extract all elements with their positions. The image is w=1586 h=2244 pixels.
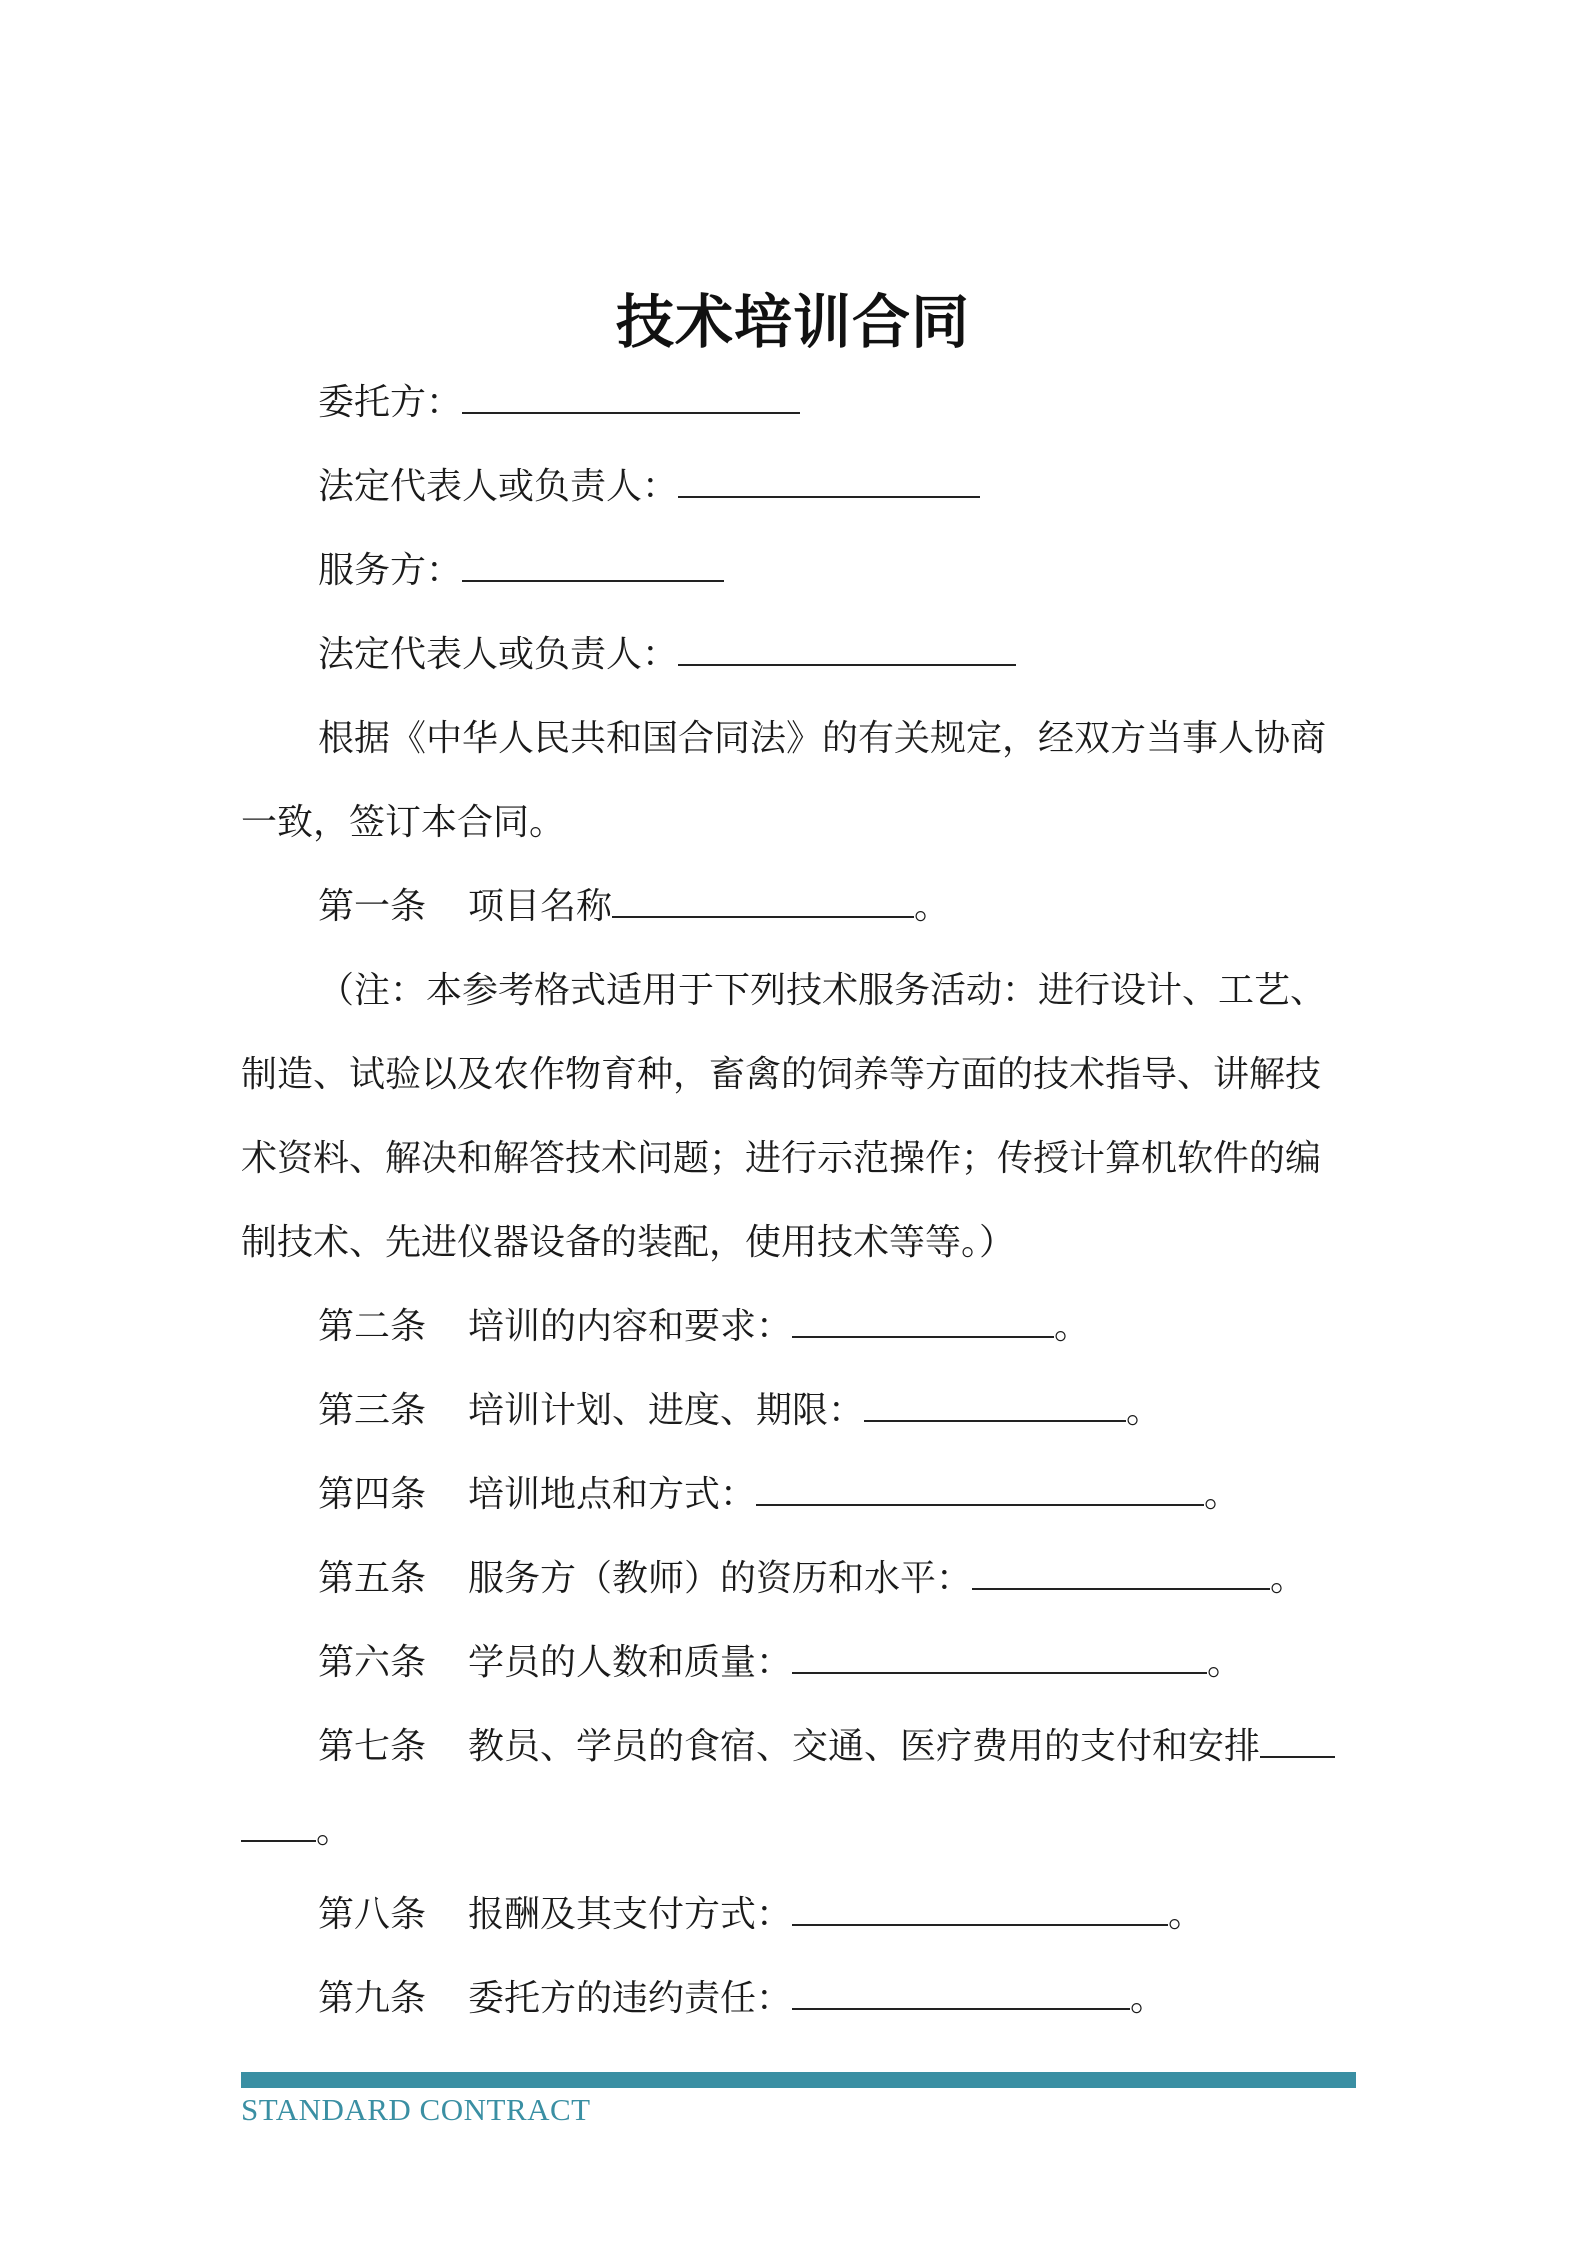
article-blank bbox=[792, 1638, 1207, 1674]
article-text: 服务方（教师）的资历和水平： bbox=[468, 1558, 973, 1599]
note-line-1: （注：本参考格式适用于下列技术服务活动：进行设计、工艺、 bbox=[318, 970, 1327, 1011]
article-5 bbox=[318, 1554, 1306, 1604]
article-blank bbox=[756, 1470, 1204, 1506]
article-number: 第八条 bbox=[318, 1894, 427, 1935]
article-number: 第三条 bbox=[318, 1390, 427, 1431]
preamble-line-2: 一致，签订本合同。 bbox=[241, 802, 566, 843]
article-end: 。 bbox=[914, 886, 951, 927]
footer-accent-bar bbox=[241, 2072, 1356, 2088]
article-text: 培训计划、进度、期限： bbox=[468, 1390, 865, 1431]
note-line-2: 制造、试验以及农作物育种，畜禽的饲养等方面的技术指导、讲解技 bbox=[241, 1054, 1322, 1095]
article-blank-continuation bbox=[241, 1806, 316, 1842]
client-representative-blank bbox=[678, 462, 980, 498]
client-blank bbox=[462, 378, 800, 414]
article-blank bbox=[792, 1974, 1130, 2010]
provider-line bbox=[318, 546, 724, 596]
article-2 bbox=[318, 1302, 1090, 1352]
article-end: 。 bbox=[1054, 1306, 1091, 1347]
article-9 bbox=[318, 1974, 1166, 2024]
client-representative-label: 法定代表人或负责人： bbox=[318, 466, 679, 507]
article-number: 第六条 bbox=[318, 1642, 427, 1683]
article-text: 报酬及其支付方式： bbox=[468, 1894, 793, 1935]
article-end: 。 bbox=[1126, 1390, 1163, 1431]
provider-representative-label: 法定代表人或负责人： bbox=[318, 634, 679, 675]
article-text: 教员、学员的食宿、交通、医疗费用的支付和安排 bbox=[468, 1726, 1261, 1767]
article-blank bbox=[1260, 1722, 1335, 1758]
preamble-line-1: 根据《中华人民共和国合同法》的有关规定，经双方当事人协商 bbox=[318, 718, 1327, 759]
article-text: 培训地点和方式： bbox=[468, 1474, 757, 1515]
article-text: 学员的人数和质量： bbox=[468, 1642, 793, 1683]
provider-label: 服务方： bbox=[318, 550, 463, 591]
document-title: 技术培训合同 bbox=[615, 288, 970, 356]
article-end: 。 bbox=[1168, 1894, 1205, 1935]
provider-blank bbox=[462, 546, 724, 582]
article-end: 。 bbox=[1130, 1978, 1167, 2019]
article-number: 第二条 bbox=[318, 1306, 427, 1347]
article-3 bbox=[318, 1386, 1162, 1436]
provider-representative-line bbox=[318, 630, 1016, 680]
article-1 bbox=[318, 882, 950, 932]
note-line-4: 制技术、先进仪器设备的装配，使用技术等等。） bbox=[241, 1222, 1016, 1263]
article-blank bbox=[612, 882, 914, 918]
article-8 bbox=[318, 1890, 1204, 1940]
article-text: 委托方的违约责任： bbox=[468, 1978, 793, 2019]
footer-label: STANDARD CONTRACT bbox=[241, 2092, 591, 2127]
article-number: 第一条 bbox=[318, 886, 427, 927]
client-line bbox=[318, 378, 800, 428]
provider-representative-blank bbox=[678, 630, 1016, 666]
note-line-3: 术资料、解决和解答技术问题；进行示范操作；传授计算机软件的编 bbox=[241, 1138, 1322, 1179]
article-end: 。 bbox=[1207, 1642, 1244, 1683]
article-number: 第四条 bbox=[318, 1474, 427, 1515]
article-end: 。 bbox=[1270, 1558, 1307, 1599]
article-text: 培训的内容和要求： bbox=[468, 1306, 793, 1347]
client-representative-line bbox=[318, 462, 980, 512]
article-blank bbox=[972, 1554, 1270, 1590]
article-7-continuation bbox=[241, 1806, 352, 1856]
article-number: 第九条 bbox=[318, 1978, 427, 2019]
article-blank bbox=[864, 1386, 1126, 1422]
article-blank bbox=[792, 1302, 1054, 1338]
article-6 bbox=[318, 1638, 1243, 1688]
article-number: 第五条 bbox=[318, 1558, 427, 1599]
article-end: 。 bbox=[316, 1810, 353, 1851]
article-blank bbox=[792, 1890, 1168, 1926]
article-end: 。 bbox=[1204, 1474, 1241, 1515]
article-text: 项目名称 bbox=[468, 886, 613, 927]
article-number: 第七条 bbox=[318, 1726, 427, 1767]
client-label: 委托方： bbox=[318, 382, 463, 423]
article-4 bbox=[318, 1470, 1240, 1520]
article-7 bbox=[318, 1722, 1335, 1772]
